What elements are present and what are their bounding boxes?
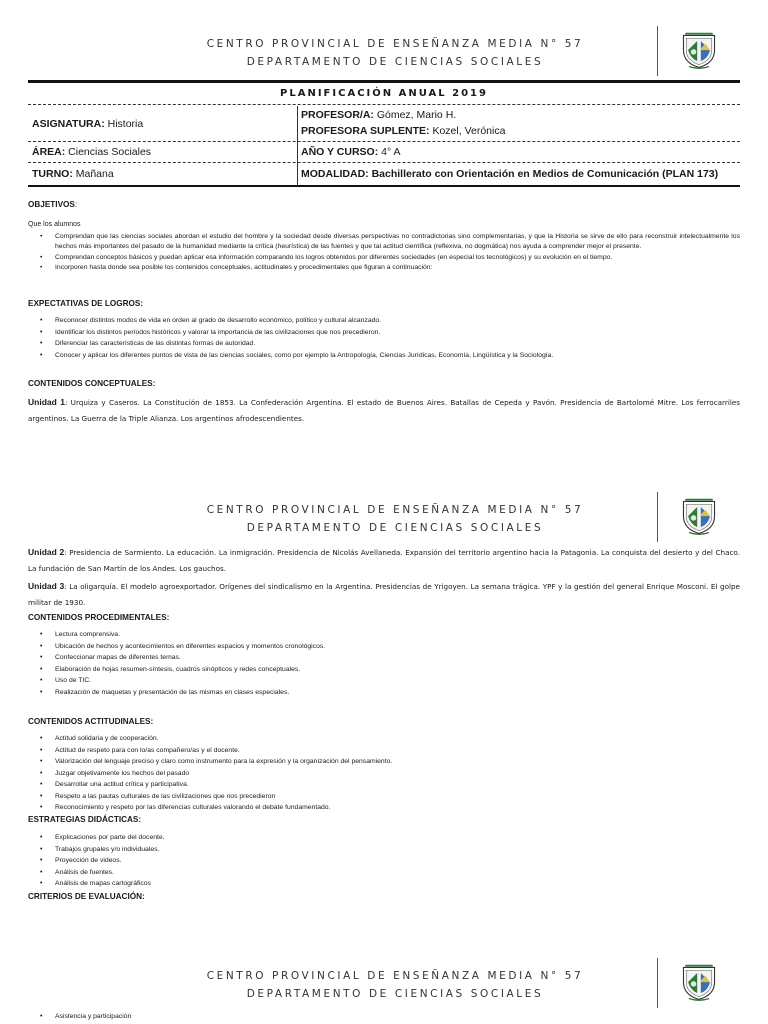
header-divider <box>657 958 658 1008</box>
area-cell: ÁREA: Ciencias Sociales <box>32 146 152 158</box>
list-item: • Diferenciar las características de las distintas formas de autoridad. <box>28 338 553 350</box>
school-crest-icon <box>678 30 720 72</box>
objetivos-heading: OBJETIVOS: <box>28 200 78 209</box>
list-item: • Análisis de mapas cartográficos <box>28 878 165 890</box>
header-divider <box>657 492 658 542</box>
department-name: DEPARTAMENTO DE CIENCIAS SOCIALES <box>246 522 544 534</box>
school-crest-icon <box>678 962 720 1004</box>
unidad-3: Unidad 3: La oligarquía. El modelo agroexportador. Orígenes del sindicalismo en la Argentina. Presidencias de Yrigoyen. La semana trágica. YPF y la gestión del general Enrique Mosconi. El golpe militar de 1930. <box>28 581 740 607</box>
list-item: • Valorización del lenguaje preciso y claro como instrumento para la expresión y la organización del pensamiento. <box>28 756 392 768</box>
unidad-1: Unidad 1: Urquiza y Caseros. La Constitución de 1853. La Confederación Argentina. El estado de Buenos Aires. Batallas de Cepeda y Pavón. Presidencia de Bartolomé Mitre. Los ferrocarriles argentinos. La Guerra de la Triple Alianza. Los argentinos afrodescendientes. <box>28 397 740 423</box>
list-item: • Asistencia y participación <box>28 1011 131 1023</box>
table-bottom-rule <box>28 185 740 187</box>
list-item: • Realización de maquetas y presentación de las mismas en clases especiales. <box>28 687 325 699</box>
list-item: • Uso de TIC. <box>28 675 325 687</box>
list-item: • Identificar los distintos períodos históricos y valorar la importancia de las civilizaciones que nos precedieron. <box>28 327 553 339</box>
actitudinales-list <box>28 733 392 814</box>
estrategias-heading: ESTRATEGIAS DIDÁCTICAS: <box>28 815 142 824</box>
list-item: • Análisis de fuentes. <box>28 867 165 879</box>
turno-cell: TURNO: Mañana <box>32 168 114 180</box>
conceptuales-heading: CONTENIDOS CONCEPTUALES: <box>28 379 156 388</box>
expectativas-list <box>28 315 553 361</box>
procedimentales-heading: CONTENIDOS PROCEDIMENTALES: <box>28 613 170 622</box>
list-item: • Ubicación de hechos y acontecimientos en diferentes espacios y momentos cronológicos. <box>28 641 325 653</box>
profesor-cell: PROFESOR/A: Gómez, Mario H. <box>301 109 457 121</box>
list-item: • Comprendan que las ciencias sociales abordan el estudio del hombre y la sociedad desde diversas perspectivas no contradictorias sino complementarias, y que la Historia se sirve de ello para reconstruir intelectualmente los hechos más importantes del pasado de la humanidad mediante la crítica (heurística) de las fuentes y que tal actitud científica (reflexiva, no dogmática) nos ayuda a comprender mejor el presente. <box>28 232 740 252</box>
criterios-heading: CRITERIOS DE EVALUACIÓN: <box>28 892 145 901</box>
list-item: • Lectura comprensiva. <box>28 629 325 641</box>
school-crest-icon <box>678 496 720 538</box>
table-line <box>28 141 740 142</box>
list-item: • Reconocimiento y respeto por las diferencias culturales valorando el debate fundamentado. <box>28 802 392 814</box>
table-line <box>28 104 740 105</box>
school-name: CENTRO PROVINCIAL DE ENSEÑANZA MEDIA N° 57 <box>206 38 584 50</box>
list-item: • Elaboración de hojas resumen-síntesis, cuadros sinópticos y redes conceptuales. <box>28 664 325 676</box>
list-item: • Desarrollar una actitud crítica y participativa. <box>28 779 392 791</box>
actitudinales-heading: CONTENIDOS ACTITUDINALES: <box>28 717 154 726</box>
list-item: • Conocer y aplicar los diferentes puntos de vista de las ciencias sociales, como por ejemplo la Antropología, Ciencias Jurídicas, Economía, Lingüística y la Sociología. <box>28 350 553 362</box>
list-item: • Explicaciones por parte del docente. <box>28 832 165 844</box>
list-item: • Confeccionar mapas de diferentes temas. <box>28 652 325 664</box>
asignatura-cell: ASIGNATURA: Historia <box>32 118 144 130</box>
list-item: • Actitud solidaria y de cooperación. <box>28 733 392 745</box>
list-item: • Juzgar objetivamente los hechos del pasado <box>28 768 392 780</box>
table-line <box>28 162 740 163</box>
school-name: CENTRO PROVINCIAL DE ENSEÑANZA MEDIA N° 57 <box>206 504 584 516</box>
procedimentales-list <box>28 629 325 698</box>
list-item: • Comprendan conceptos básicos y puedan aplicar esa información comparando los logros obtenidos por diferentes sociedades (en especial los tecnológicos) y su evolución en el tiempo. <box>28 253 740 263</box>
unidad-2: Unidad 2: Presidencia de Sarmiento. La educación. La inmigración. Presidencia de Nicolás Avellaneda. Expansión del territorio argentino hacia la Patagonia. La conquista del desierto y del Chaco. La fundación de San Martín de los Andes. Los gauchos. <box>28 547 740 573</box>
list-item: • Proyección de videos. <box>28 855 165 867</box>
criterios-list <box>28 1011 131 1023</box>
header-divider <box>657 26 658 76</box>
table-column-divider <box>297 106 298 186</box>
plan-title: PLANIFICACIÓN ANUAL 2019 <box>280 88 488 99</box>
list-item: • Trabajos grupales y/o individuales. <box>28 844 165 856</box>
department-name: DEPARTAMENTO DE CIENCIAS SOCIALES <box>246 988 544 1000</box>
school-name: CENTRO PROVINCIAL DE ENSEÑANZA MEDIA N° 57 <box>206 970 584 982</box>
objetivos-list <box>28 232 740 273</box>
list-item: • Reconocer distintos modos de vida en orden al grado de desarrollo económico, político y cultural alcanzado. <box>28 315 553 327</box>
list-item: • Incorporen hasta donde sea posible los contenidos conceptuales, actitudinales y procedimentales que figuran a continuación: <box>28 263 740 273</box>
list-item: • Respeto a las pautas culturales de las civilizaciones que nos precedieron <box>28 791 392 803</box>
anio-cell: AÑO Y CURSO: 4° A <box>301 146 401 158</box>
list-item: • Actitud de respeto para con lo/as compañero/as y el docente. <box>28 745 392 757</box>
suplente-cell: PROFESORA SUPLENTE: Kozel, Verónica <box>301 125 506 137</box>
header-rule <box>28 80 740 83</box>
modalidad-cell: MODALIDAD: Bachillerato con Orientación en Medios de Comunicación (PLAN 173) <box>301 168 719 180</box>
objetivos-intro: Que los alumnos <box>28 221 81 228</box>
estrategias-list <box>28 832 165 890</box>
department-name: DEPARTAMENTO DE CIENCIAS SOCIALES <box>246 56 544 68</box>
expectativas-heading: EXPECTATIVAS DE LOGROS: <box>28 299 144 308</box>
